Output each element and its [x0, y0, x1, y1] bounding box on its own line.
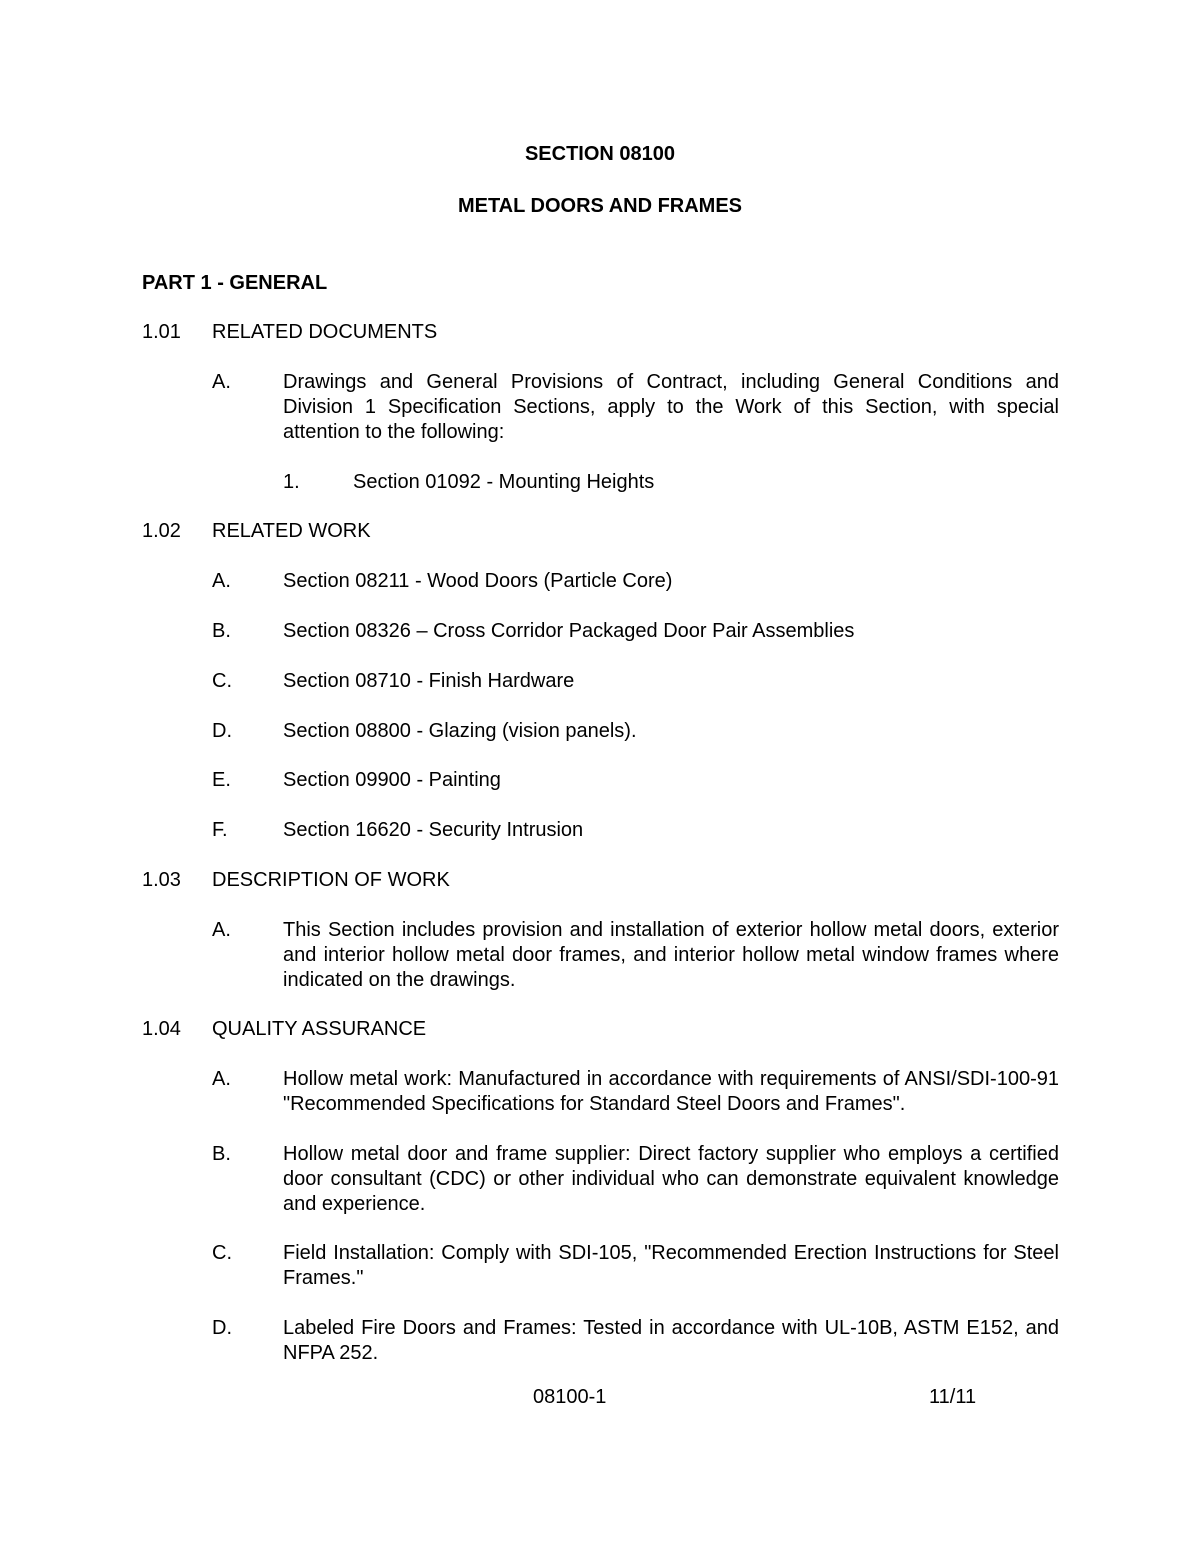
item-letter: D.	[212, 1317, 232, 1339]
item-text: Section 08800 - Glazing (vision panels).	[283, 720, 637, 742]
item-text: Drawings and General Provisions of Contract, including General Conditions and Division 1 Specification Sections, apply to the Work of this Section, with special attention to the following:	[283, 371, 1059, 443]
item-text: Section 16620 - Security Intrusion	[283, 819, 584, 841]
part-heading: PART 1 - GENERAL	[142, 272, 328, 294]
section-title: SECTION 08100	[524, 143, 676, 165]
article-number: 1.04	[142, 1018, 181, 1040]
article-number: 1.03	[142, 869, 181, 891]
item-letter: C.	[212, 670, 232, 692]
item-text: Labeled Fire Doors and Frames: Tested in accordance with UL-10B, ASTM E152, and NFPA 252.	[283, 1317, 1059, 1364]
article-number: 1.01	[142, 321, 181, 343]
item-letter: A.	[212, 570, 231, 592]
article-title: RELATED WORK	[212, 520, 371, 542]
item-text: Hollow metal work: Manufactured in accordance with requirements of ANSI/SDI-100-91 "Recommended Specifications for Standard Steel Doors and Frames".	[283, 1068, 1059, 1115]
subitem-number: 1.	[283, 471, 300, 493]
section-subtitle: METAL DOORS AND FRAMES	[457, 195, 743, 217]
item-text: Section 08326 – Cross Corridor Packaged Door Pair Assemblies	[283, 620, 855, 642]
item-text: Section 08211 - Wood Doors (Particle Core)	[283, 570, 673, 592]
item-letter: D.	[212, 720, 232, 742]
item-letter: F.	[212, 819, 228, 841]
article-title: DESCRIPTION OF WORK	[212, 869, 450, 891]
footer-page-number: 08100-1	[533, 1386, 607, 1408]
item-text: Section 08710 - Finish Hardware	[283, 670, 575, 692]
footer-date: 11/11	[929, 1386, 977, 1408]
item-letter: A.	[212, 371, 231, 393]
item-letter: B.	[212, 620, 231, 642]
item-letter: C.	[212, 1242, 232, 1264]
article-number: 1.02	[142, 520, 181, 542]
article-title: QUALITY ASSURANCE	[212, 1018, 427, 1040]
subitem-text: Section 01092 - Mounting Heights	[353, 471, 655, 493]
item-text: Field Installation: Comply with SDI-105, "Recommended Erection Instructions for Steel Frames."	[283, 1242, 1059, 1289]
article-title: RELATED DOCUMENTS	[212, 321, 438, 343]
item-letter: B.	[212, 1143, 231, 1165]
item-text: Section 09900 - Painting	[283, 769, 501, 791]
item-letter: A.	[212, 1068, 231, 1090]
item-letter: A.	[212, 919, 231, 941]
item-letter: E.	[212, 769, 231, 791]
item-text: Hollow metal door and frame supplier: Direct factory supplier who employs a certified door consultant (CDC) or other individual who can demonstrate equivalent knowledge and experience.	[283, 1143, 1059, 1215]
item-text: This Section includes provision and installation of exterior hollow metal doors, exterior and interior hollow metal door frames, and interior hollow metal window frames where indicated on the drawings.	[283, 919, 1059, 991]
